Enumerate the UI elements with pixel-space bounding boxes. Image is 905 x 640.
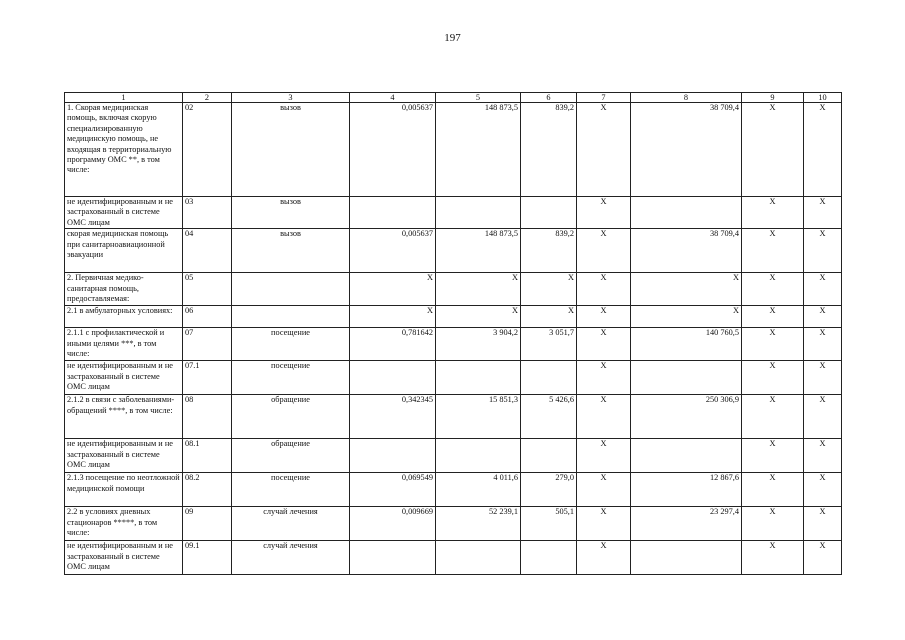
row-code: 08 (183, 395, 232, 439)
table-row (65, 361, 842, 395)
row-label: 2.1 в амбулаторных условиях: (65, 306, 183, 328)
unit-cell: посещение (232, 473, 350, 507)
unit-cell: случай лечения (232, 507, 350, 541)
cost-cell: X (436, 273, 521, 306)
total-cell: 23 297,4 (631, 507, 742, 541)
col9-cell: X (742, 361, 804, 395)
row-code: 08.2 (183, 473, 232, 507)
col10-cell: X (804, 541, 842, 575)
total-cell: 250 306,9 (631, 395, 742, 439)
row-label: 2.2 в условиях дневных стационаров *****, в том числе: (65, 507, 183, 541)
per-capita-cell (521, 197, 577, 229)
norm-cell: X (350, 306, 436, 328)
total-cell: 38 709,4 (631, 103, 742, 197)
table-row (65, 306, 842, 328)
col9-cell: X (742, 328, 804, 361)
row-label: не идентифицированным и не застрахованный в системе ОМС лицам (65, 439, 183, 473)
row-code: 05 (183, 273, 232, 306)
table-row (65, 197, 842, 229)
norm-cell: 0,069549 (350, 473, 436, 507)
column-number: 8 (631, 93, 742, 103)
total-cell (631, 361, 742, 395)
cost-cell: 15 851,3 (436, 395, 521, 439)
col9-cell: X (742, 306, 804, 328)
unit-cell: посещение (232, 361, 350, 395)
col9-cell: X (742, 229, 804, 273)
row-code: 06 (183, 306, 232, 328)
norm-cell (350, 361, 436, 395)
column-number: 5 (436, 93, 521, 103)
column-number: 3 (232, 93, 350, 103)
norm-cell (350, 541, 436, 575)
col9-cell: X (742, 541, 804, 575)
col10-cell: X (804, 395, 842, 439)
norm-cell: 0,005637 (350, 103, 436, 197)
row-label: не идентифицированным и не застрахованный в системе ОМС лицам (65, 361, 183, 395)
col10-cell: X (804, 306, 842, 328)
total-cell: 140 760,5 (631, 328, 742, 361)
per-capita-cell: 839,2 (521, 103, 577, 197)
cost-cell: 52 239,1 (436, 507, 521, 541)
norm-cell: 0,005637 (350, 229, 436, 273)
row-code: 09.1 (183, 541, 232, 575)
total-cell: X (631, 306, 742, 328)
unit-cell: вызов (232, 197, 350, 229)
norm-cell (350, 197, 436, 229)
col7-cell: X (577, 103, 631, 197)
norm-cell: X (350, 273, 436, 306)
column-number: 2 (183, 93, 232, 103)
total-cell: 12 867,6 (631, 473, 742, 507)
per-capita-cell (521, 541, 577, 575)
table-row (65, 541, 842, 575)
unit-cell: обращение (232, 395, 350, 439)
row-label: не идентифицированным и не застрахованный в системе ОМС лицам (65, 197, 183, 229)
row-code: 07.1 (183, 361, 232, 395)
page-number: 197 (444, 32, 461, 44)
col10-cell: X (804, 507, 842, 541)
col10-cell: X (804, 473, 842, 507)
row-code: 08.1 (183, 439, 232, 473)
row-code: 03 (183, 197, 232, 229)
per-capita-cell (521, 361, 577, 395)
per-capita-cell: X (521, 306, 577, 328)
col7-cell: X (577, 197, 631, 229)
col7-cell: X (577, 306, 631, 328)
col9-cell: X (742, 439, 804, 473)
norm-cell: 0,342345 (350, 395, 436, 439)
unit-cell: вызов (232, 103, 350, 197)
cost-cell (436, 439, 521, 473)
col7-cell: X (577, 229, 631, 273)
per-capita-cell: 279,0 (521, 473, 577, 507)
unit-cell: обращение (232, 439, 350, 473)
row-code: 09 (183, 507, 232, 541)
col10-cell: X (804, 273, 842, 306)
row-label: 2.1.2 в связи с заболеваниями- обращений ****, в том числе: (65, 395, 183, 439)
total-cell: 38 709,4 (631, 229, 742, 273)
column-number: 7 (577, 93, 631, 103)
cost-cell: X (436, 306, 521, 328)
unit-cell: посещение (232, 328, 350, 361)
table-row (65, 273, 842, 306)
total-cell (631, 197, 742, 229)
cost-cell (436, 541, 521, 575)
row-label: 2.1.1 с профилактической и иными целями ***, в том числе: (65, 328, 183, 361)
norm-cell: 0,781642 (350, 328, 436, 361)
col7-cell: X (577, 328, 631, 361)
col7-cell: X (577, 439, 631, 473)
cost-cell (436, 197, 521, 229)
table-row (65, 507, 842, 541)
unit-cell: случай лечения (232, 541, 350, 575)
col10-cell: X (804, 103, 842, 197)
col9-cell: X (742, 395, 804, 439)
per-capita-cell: 839,2 (521, 229, 577, 273)
unit-cell (232, 273, 350, 306)
table-row (65, 328, 842, 361)
column-number: 10 (804, 93, 842, 103)
total-cell: X (631, 273, 742, 306)
col7-cell: X (577, 361, 631, 395)
norm-cell: 0,009669 (350, 507, 436, 541)
cost-cell: 148 873,5 (436, 229, 521, 273)
column-number-row (65, 93, 842, 103)
col7-cell: X (577, 507, 631, 541)
row-label: 1. Скорая медицинская помощь, включая скорую специализированную медицинскую помощь, не входящая в территориальную программу ОМС **, в том числе: (65, 103, 183, 197)
table-row (65, 395, 842, 439)
col7-cell: X (577, 395, 631, 439)
col9-cell: X (742, 507, 804, 541)
row-label: 2. Первичная медико-санитарная помощь, предоставляемая: (65, 273, 183, 306)
column-number: 1 (65, 93, 183, 103)
total-cell (631, 439, 742, 473)
per-capita-cell (521, 439, 577, 473)
col10-cell: X (804, 328, 842, 361)
tariff-table (64, 92, 842, 575)
col9-cell: X (742, 273, 804, 306)
col7-cell: X (577, 273, 631, 306)
cost-cell: 3 904,2 (436, 328, 521, 361)
col10-cell: X (804, 361, 842, 395)
col7-cell: X (577, 541, 631, 575)
cost-cell: 148 873,5 (436, 103, 521, 197)
col10-cell: X (804, 439, 842, 473)
table-row (65, 229, 842, 273)
col9-cell: X (742, 103, 804, 197)
table-row (65, 473, 842, 507)
per-capita-cell: 505,1 (521, 507, 577, 541)
column-number: 9 (742, 93, 804, 103)
row-label: не идентифицированным и не застрахованный в системе ОМС лицам (65, 541, 183, 575)
unit-cell (232, 306, 350, 328)
per-capita-cell: 5 426,6 (521, 395, 577, 439)
table-row (65, 103, 842, 197)
per-capita-cell: 3 051,7 (521, 328, 577, 361)
column-number: 4 (350, 93, 436, 103)
col10-cell: X (804, 197, 842, 229)
col7-cell: X (577, 473, 631, 507)
total-cell (631, 541, 742, 575)
row-label: 2.1.3 посещение по неотложной медицинской помощи (65, 473, 183, 507)
col9-cell: X (742, 473, 804, 507)
column-number: 6 (521, 93, 577, 103)
unit-cell: вызов (232, 229, 350, 273)
table-row (65, 439, 842, 473)
per-capita-cell: X (521, 273, 577, 306)
row-code: 07 (183, 328, 232, 361)
norm-cell (350, 439, 436, 473)
row-code: 04 (183, 229, 232, 273)
row-label: скорая медицинская помощь при санитарноавиационной эвакуации (65, 229, 183, 273)
col10-cell: X (804, 229, 842, 273)
cost-cell: 4 011,6 (436, 473, 521, 507)
cost-cell (436, 361, 521, 395)
col9-cell: X (742, 197, 804, 229)
row-code: 02 (183, 103, 232, 197)
